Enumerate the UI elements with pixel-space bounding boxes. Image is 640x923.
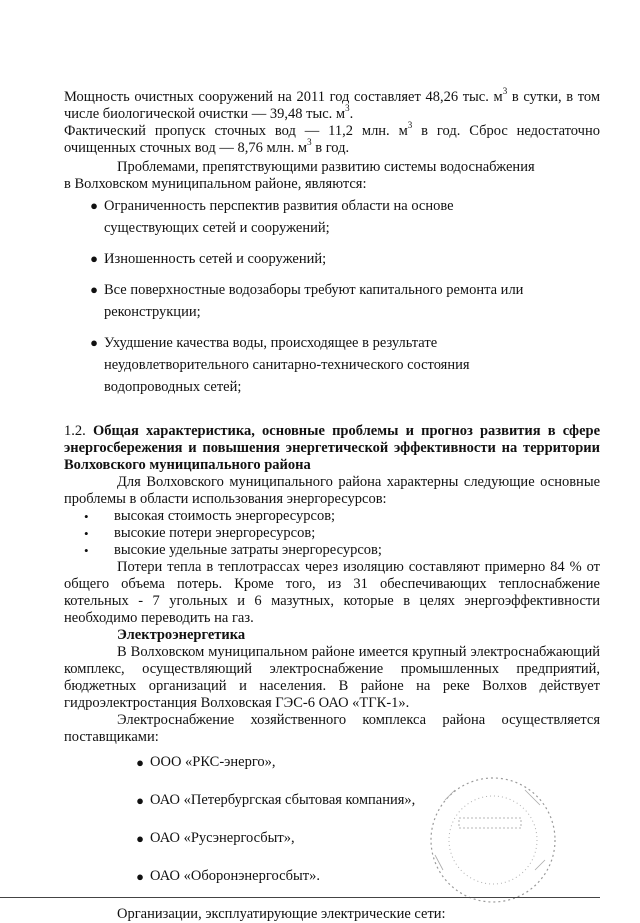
list-item: ● ОАО «Оборонэнергосбыт». bbox=[130, 868, 600, 885]
list-item: ● ОАО «Русэнергосбыт», bbox=[130, 830, 600, 847]
energy-problems-list bbox=[64, 508, 600, 559]
paragraph-suppliers-intro: Электроснабжение хозяйственного комплекса района осуществляется поставщиками: bbox=[64, 712, 600, 745]
bullet-icon: • bbox=[84, 509, 89, 524]
bullet-icon: • bbox=[84, 543, 89, 558]
paragraph-wastewater: Фактический пропуск сточных вод — 11,2 млн. $м^3$ в год. Сброс недостаточно очищенных сточных вод — 8,76 млн. $м^3$ в год. bbox=[64, 120, 600, 156]
bullet-icon: ● bbox=[90, 198, 98, 213]
bullet-icon: ● bbox=[90, 251, 98, 266]
paragraph-network-orgs: Организации, эксплуатирующие электрические сети: bbox=[117, 906, 446, 922]
list-item: ● Ограниченность перспектив развития области на основе существующих сетей и сооружений; bbox=[64, 195, 534, 239]
subheading-electro: Электроэнергетика bbox=[117, 627, 246, 643]
bullet-icon: • bbox=[84, 526, 89, 541]
list-item: ● ОАО «Петербургская сбытовая компания», bbox=[130, 792, 600, 809]
paragraph-energy-intro: Для Волховского муниципального района характерны следующие основные проблемы в области использования энергоресурсов: bbox=[64, 474, 600, 507]
bullet-icon: ● bbox=[136, 793, 144, 808]
list-item: ● Изношенность сетей и сооружений; bbox=[64, 248, 534, 270]
bullet-icon: ● bbox=[136, 869, 144, 884]
list-item: • высокая стоимость энергоресурсов; bbox=[84, 508, 336, 524]
list-item: ● Все поверхностные водозаборы требуют капитального ремонта или реконструкции; bbox=[64, 279, 534, 323]
paragraph-heat-losses: Потери тепла в теплотрассах через изоляцию составляют примерно 84 % от общего объема потерь. Кроме того, из 31 обеспечивающих теплоснабжение котельных - 7 угольных и 6 мазутных, которые в целях энергоэффективности необходимо переводить на газ. bbox=[64, 559, 600, 626]
bullet-icon: ● bbox=[90, 282, 98, 297]
paragraph-electro-complex: В Волховском муниципальном районе имеется крупный электроснабжающий комплекс, осуществляющий электроснабжение промышленных предприятий, бюджетных организаций и населения. В районе на реке Волхов действует гидроэлектростанция Волховская ГЭС-6 ОАО «ТГК-1». bbox=[64, 644, 600, 711]
list-item: • высокие удельные затраты энергоресурсов; bbox=[84, 542, 382, 558]
section-heading bbox=[64, 423, 600, 474]
bullet-icon: ● bbox=[90, 335, 98, 350]
water-problems-list bbox=[64, 195, 534, 398]
list-item: • высокие потери энергоресурсов; bbox=[84, 525, 316, 541]
list-item: ● ООО «РКС-энерго», bbox=[130, 754, 600, 771]
list-item: ● Ухудшение качества воды, происходящее в результате неудовлетворительного санитарно-технического состояния водопроводных сетей; bbox=[64, 332, 534, 398]
paragraph-problems-intro: Проблемами, препятствующими развитию системы водоснабжения в Волховском муниципальном районе, являются: bbox=[64, 159, 535, 192]
bullet-icon: ● bbox=[136, 755, 144, 770]
section-number: 1.2. bbox=[64, 423, 93, 439]
bullet-icon: ● bbox=[136, 831, 144, 846]
stamp-seal bbox=[415, 760, 565, 910]
page-bottom-rule bbox=[0, 897, 600, 898]
paragraph-capacity: Мощность очистных сооружений на 2011 год составляет 48,26 тыс. $м^3$ в сутки, в том числе биологической очистки — 39,48 тыс. $м^3$. bbox=[64, 86, 600, 122]
section-title: Общая характеристика, основные проблемы и прогноз развития в сфере энергосбережения и повышения энергетической эффективности на территории Волховского муниципального района bbox=[64, 423, 601, 473]
